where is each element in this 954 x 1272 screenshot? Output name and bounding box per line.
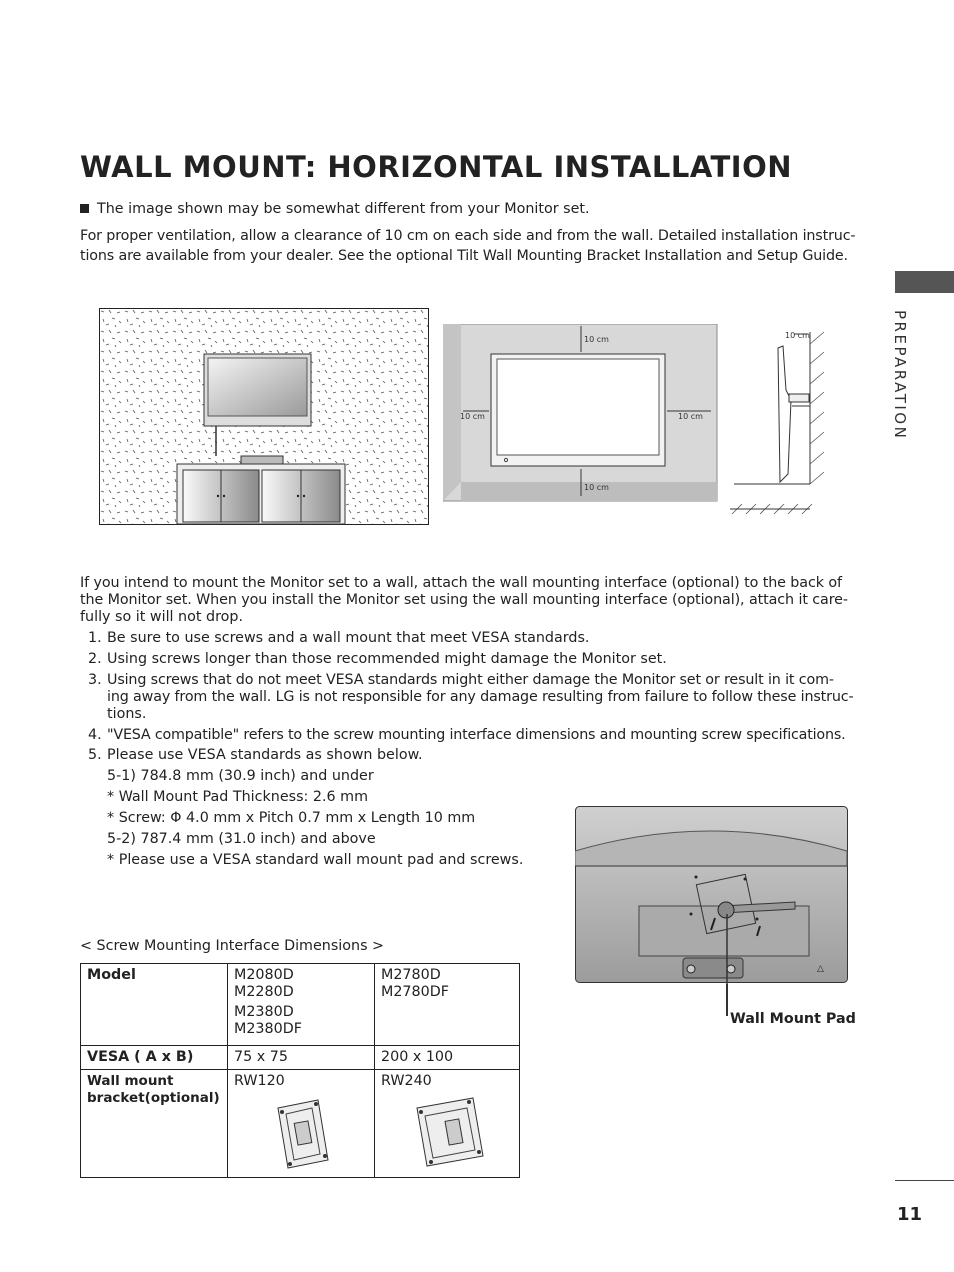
table-header-cell: [81, 964, 228, 1046]
clearance-right-label: 10 cm: [678, 412, 703, 421]
section-tab-marker: [895, 271, 954, 293]
bracket-model: RW240: [381, 1073, 432, 1089]
table-cell: [375, 1070, 520, 1178]
bracket-model: RW120: [234, 1073, 285, 1089]
table-row: [81, 1070, 520, 1178]
list-item: [88, 727, 848, 744]
table-row: [81, 1046, 520, 1070]
sub-item-text: 5-2) 787.4 mm (31.0 inch) and above: [107, 831, 376, 847]
model-name: M2280D: [234, 984, 294, 1000]
vesa-table: [80, 963, 520, 1178]
item-number: 3.: [88, 672, 102, 688]
sub-item: [88, 789, 848, 806]
item-text: tions.: [107, 706, 147, 722]
clearance-side-label: 10 cm: [785, 331, 810, 340]
para1-line: tions are available from your dealer. See the optional Tilt Wall Mounting Bracket Installation and Setup Guide.: [80, 248, 848, 264]
table-cell: [228, 1070, 375, 1178]
sub-item-text: 5-1) 784.8 mm (30.9 inch) and under: [107, 768, 374, 784]
table-cell: [375, 964, 520, 1046]
para2-line: the Monitor set. When you install the Monitor set using the wall mounting interface (optional), attach it care-: [80, 592, 848, 608]
svg-text:△: △: [817, 964, 824, 974]
item-text: "VESA compatible" refers to the screw mounting interface dimensions and mounting screw specifications.: [107, 727, 846, 743]
table-caption: < Screw Mounting Interface Dimensions >: [80, 938, 385, 954]
header-vesa: VESA ( A x B): [87, 1049, 194, 1065]
model-name: M2780DF: [381, 984, 449, 1000]
page-number: 11: [897, 1204, 923, 1225]
monitor-back-illustration: [575, 806, 849, 986]
table-cell: [228, 1046, 375, 1070]
list-item: [88, 630, 848, 647]
bracket-rw120-image: [268, 1094, 338, 1172]
bullet-square-icon: [80, 204, 89, 213]
clearance-top-label: 10 cm: [584, 335, 609, 344]
header-bracket: Wall mount: [87, 1073, 174, 1089]
header-model: Model: [87, 967, 136, 983]
table-cell: [375, 1046, 520, 1070]
table-header-cell: [81, 1070, 228, 1178]
para2-line: fully so it will not drop.: [80, 609, 244, 625]
para2-line: If you intend to mount the Monitor set to a wall, attach the wall mounting interface (optional) to the back of: [80, 575, 842, 591]
side-clearance-diagram: [728, 324, 838, 516]
table-row: [81, 964, 520, 1046]
clearance-bottom-label: 10 cm: [584, 483, 609, 492]
bracket-rw240-image: [411, 1094, 491, 1172]
item-text: Please use VESA standards as shown below.: [107, 747, 423, 763]
item-text: Be sure to use screws and a wall mount that meet VESA standards.: [107, 630, 590, 646]
item-text: Using screws that do not meet VESA standards might either damage the Monitor set or result in it com-: [107, 672, 834, 688]
note-text: The image shown may be somewhat different from your Monitor set.: [97, 201, 590, 217]
model-name: M2380DF: [234, 1021, 302, 1037]
vesa-value: 200 x 100: [381, 1049, 454, 1065]
header-bracket: bracket(optional): [87, 1090, 220, 1106]
vesa-value: 75 x 75: [234, 1049, 288, 1065]
wall-mount-paragraph: [80, 575, 850, 626]
model-name: M2780D: [381, 967, 441, 983]
room-illustration: [99, 308, 429, 525]
sub-item: [88, 768, 848, 785]
wall-mount-pad-label: Wall Mount Pad: [730, 1011, 856, 1027]
item-number: 1.: [88, 630, 102, 646]
table-cell: [228, 964, 375, 1046]
page-title: WALL MOUNT: HORIZONTAL INSTALLATION: [80, 150, 793, 184]
list-item: [88, 651, 848, 668]
section-tab-label: [887, 310, 917, 440]
callout-line: [726, 984, 728, 1016]
sub-item-text: * Screw: Φ 4.0 mm x Pitch 0.7 mm x Length 10 mm: [107, 810, 476, 826]
model-name: M2080D: [234, 967, 294, 983]
sub-item-text: * Please use a VESA standard wall mount pad and screws.: [107, 852, 524, 868]
item-number: 5.: [88, 747, 102, 763]
model-name: M2380D: [234, 1004, 294, 1020]
note: [80, 201, 590, 218]
item-number: 4.: [88, 727, 102, 743]
ventilation-paragraph: [80, 228, 856, 265]
table-header-cell: [81, 1046, 228, 1070]
para1-line: For proper ventilation, allow a clearance of 10 cm on each side and from the wall. Detailed installation instruc-: [80, 228, 856, 244]
clearance-left-label: 10 cm: [460, 412, 485, 421]
section-tab-text: PREPARATION: [891, 310, 909, 441]
sub-item-text: * Wall Mount Pad Thickness: 2.6 mm: [107, 789, 369, 805]
item-text: Using screws longer than those recommended might damage the Monitor set.: [107, 651, 667, 667]
front-clearance-diagram: [443, 324, 718, 502]
list-item: [88, 672, 854, 723]
item-text: ing away from the wall. LG is not responsible for any damage resulting from failure to follow these instruc-: [107, 689, 854, 705]
page-number-rule: [895, 1180, 954, 1181]
list-item: [88, 747, 848, 764]
item-number: 2.: [88, 651, 102, 667]
